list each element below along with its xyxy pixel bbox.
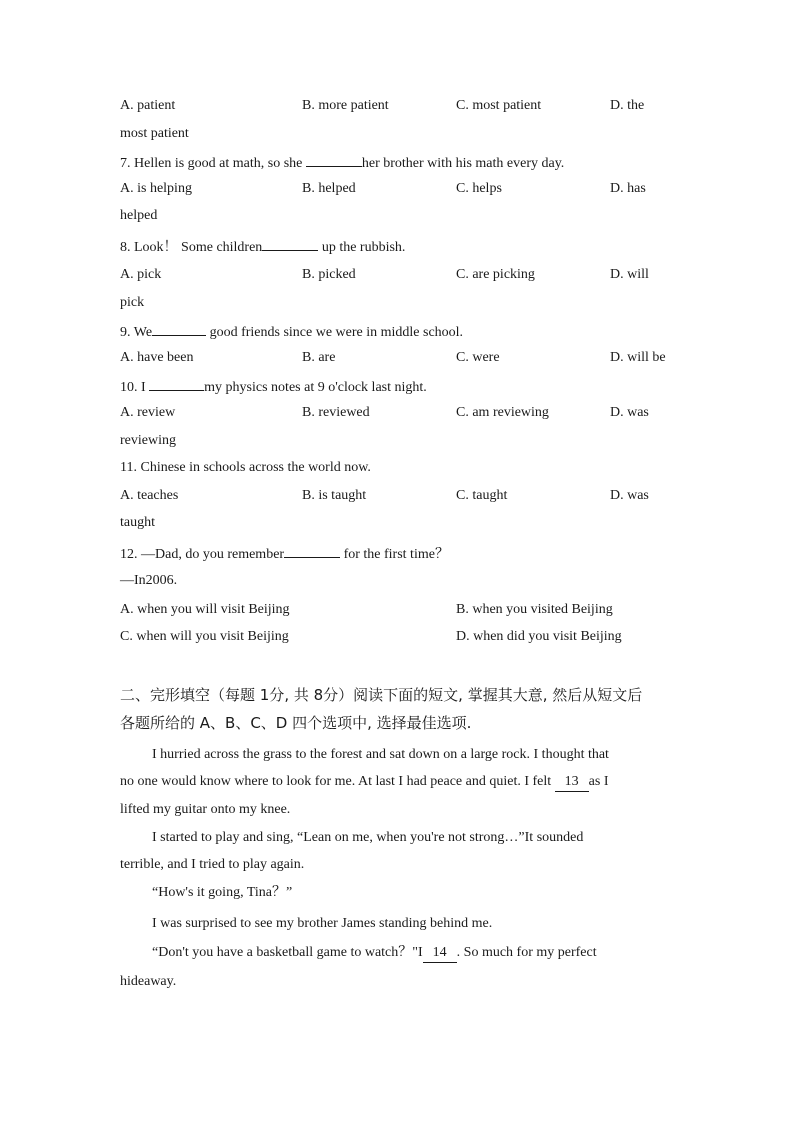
q9-stem: 9. We good friends since we were in middle school. (120, 321, 463, 342)
q6-option-d: D. the (610, 98, 645, 113)
q6-option-a: A. patient (120, 98, 176, 113)
q9-option-c: C. were (456, 350, 500, 365)
q7-blank (306, 152, 362, 167)
q8-stem: 8. Look！ Some children up the rubbish. (120, 236, 405, 257)
passage-p1-line1: I hurried across the grass to the forest and sat down on a large rock. I thought that (152, 747, 609, 762)
passage-p1-line2: no one would know where to look for me. At last I had peace and quiet. I felt 13 as I (120, 773, 608, 792)
blank-14: 14 (423, 944, 457, 963)
q10-option-c: C. am reviewing (456, 405, 549, 420)
q6-option-d-cont: most patient (120, 126, 189, 141)
passage-p2-line2: terrible, and I tried to play again. (120, 857, 305, 872)
q12-blank (284, 543, 340, 558)
q7-option-b: B. helped (302, 181, 356, 196)
q7-stem: 7. Hellen is good at math, so she her brother with his math every day. (120, 152, 564, 173)
q11-option-d-cont: taught (120, 515, 155, 530)
q10-option-a: A. review (120, 405, 176, 420)
q12-option-a: A. when you will visit Beijing (120, 602, 290, 617)
section2-heading-line2: 各题所给的 A、B、C、D 四个选项中, 选择最佳选项. (120, 714, 472, 732)
q7-option-a: A. is helping (120, 181, 192, 196)
q12-option-b: B. when you visited Beijing (456, 602, 613, 617)
q10-option-d-cont: reviewing (120, 433, 176, 448)
q12-stem: 12. —Dad, do you remember for the first time？ (120, 543, 449, 564)
q11-option-d: D. was (610, 488, 649, 503)
q12-reply: —In2006. (120, 573, 178, 588)
q7-option-c: C. helps (456, 181, 502, 196)
q9-option-a: A. have been (120, 350, 194, 365)
passage-p1-line3: lifted my guitar onto my knee. (120, 802, 291, 817)
passage-p4: I was surprised to see my brother James standing behind me. (152, 916, 493, 931)
section2-heading-line1: 二、完形填空（每题 1分, 共 8分）阅读下面的短文, 掌握其大意, 然后从短文后 (120, 686, 643, 704)
q8-blank (262, 236, 318, 251)
q7-option-d-cont: helped (120, 208, 158, 223)
q8-option-a: A. pick (120, 267, 162, 282)
q8-option-d-cont: pick (120, 295, 145, 310)
q10-option-d: D. was (610, 405, 649, 420)
q12-option-d: D. when did you visit Beijing (456, 629, 622, 644)
q6-option-b: B. more patient (302, 98, 389, 113)
q11-option-a: A. teaches (120, 488, 179, 503)
q11-option-c: C. taught (456, 488, 508, 503)
passage-p5-line2: hideaway. (120, 974, 177, 989)
q11-stem: 11. Chinese in schools across the world now. (120, 460, 371, 475)
blank-13: 13 (555, 773, 589, 792)
passage-p3: “How's it going, Tina？” (152, 885, 293, 900)
q10-stem: 10. I my physics notes at 9 o'clock last night. (120, 376, 427, 397)
q8-option-c: C. are picking (456, 267, 535, 282)
q9-option-b: B. are (302, 350, 336, 365)
q8-option-d: D. will (610, 267, 649, 282)
passage-p2-line1: I started to play and sing, “Lean on me, when you're not strong…”It sounded (152, 830, 584, 845)
q8-option-b: B. picked (302, 267, 356, 282)
q7-option-d: D. has (610, 181, 646, 196)
q9-option-d: D. will be (610, 350, 666, 365)
q10-blank (149, 376, 204, 391)
q12-option-c: C. when will you visit Beijing (120, 629, 289, 644)
q10-option-b: B. reviewed (302, 405, 370, 420)
q9-blank (152, 321, 206, 336)
q11-option-b: B. is taught (302, 488, 367, 503)
passage-p5-line1: “Don't you have a basketball game to watch？"I 14 . So much for my perfect (152, 944, 597, 963)
q6-option-c: C. most patient (456, 98, 542, 113)
